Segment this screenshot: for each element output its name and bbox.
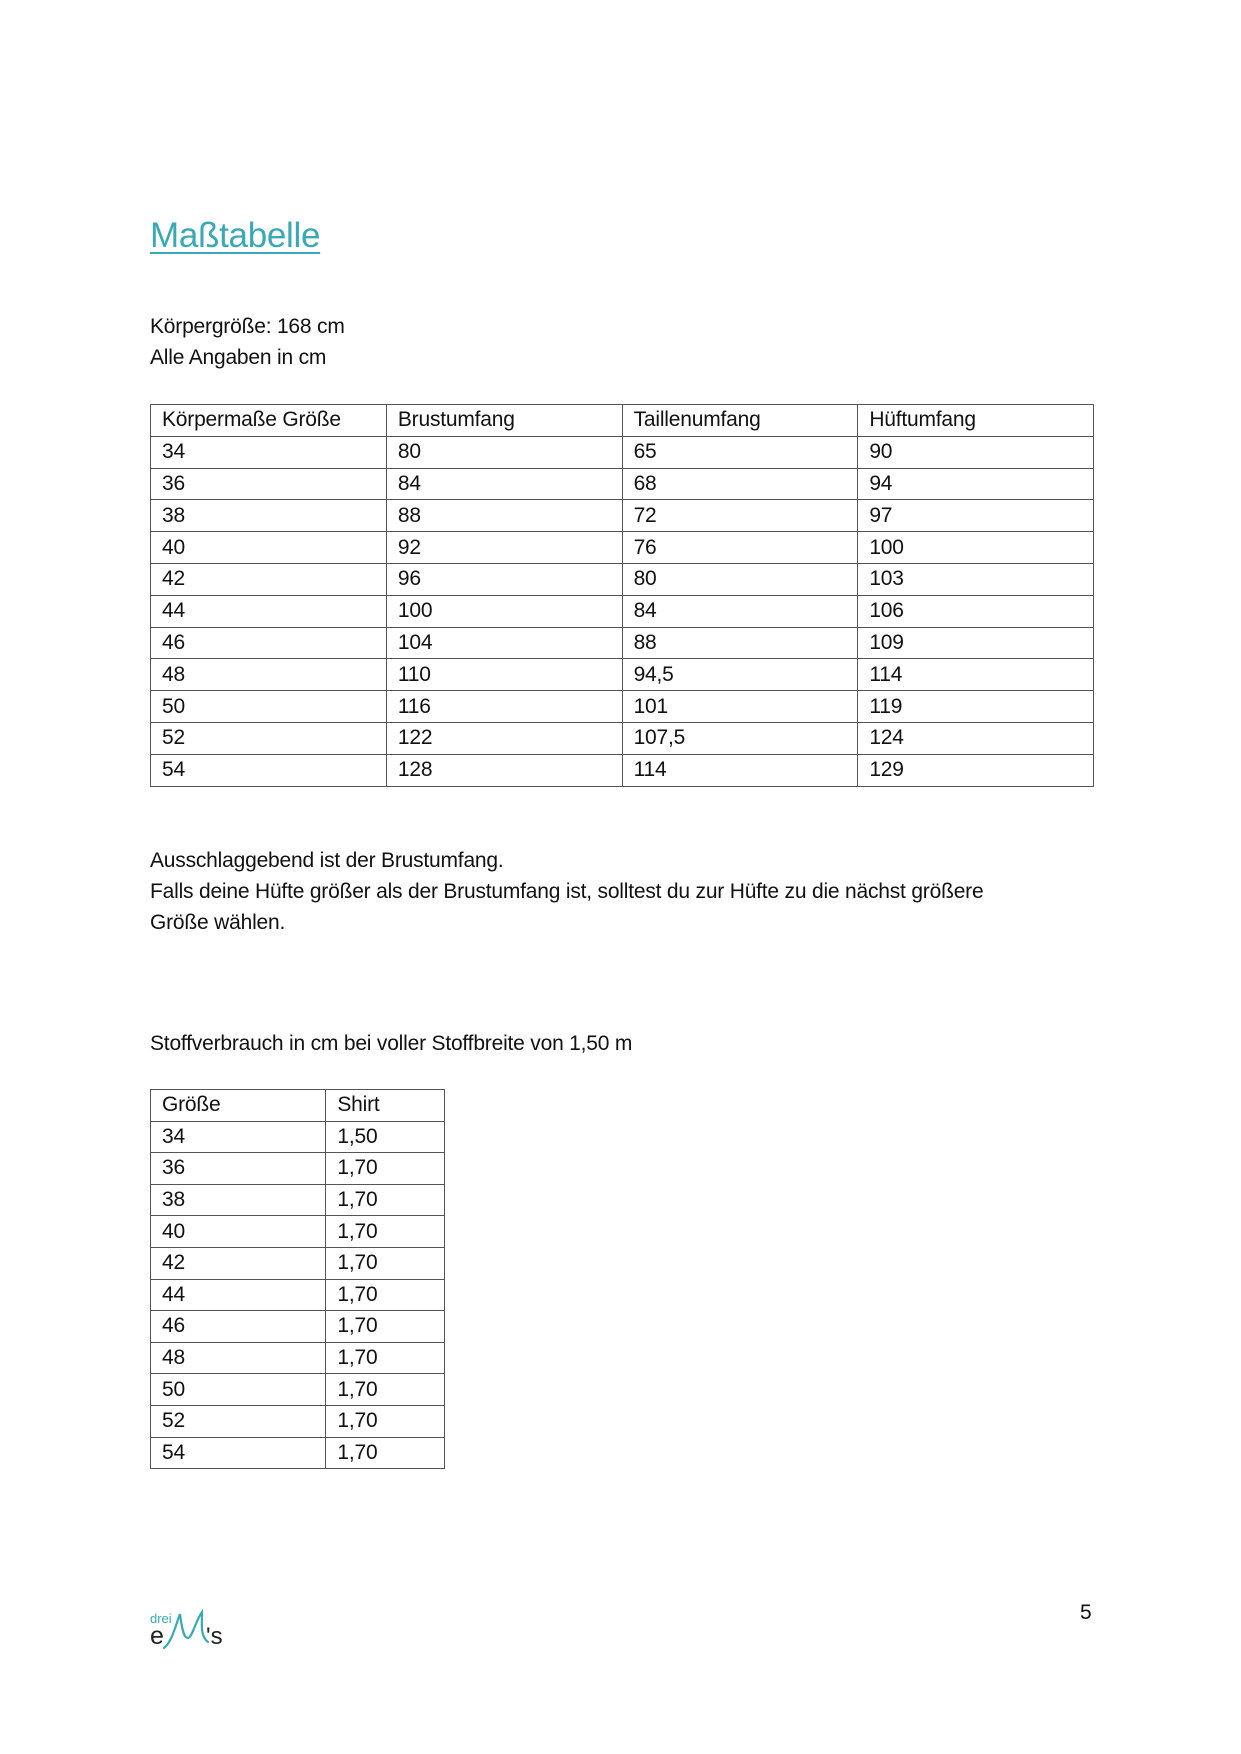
fabric-usage-heading: Stoffverbrauch in cm bei voller Stoffbreite von 1,50 m bbox=[150, 1032, 633, 1055]
table-cell: 1,70 bbox=[326, 1216, 445, 1248]
table-cell: 122 bbox=[386, 722, 622, 754]
table-cell: 54 bbox=[151, 754, 387, 786]
page-number: 5 bbox=[1080, 1601, 1092, 1624]
table-cell: 97 bbox=[858, 500, 1094, 532]
table-cell: 40 bbox=[151, 532, 387, 564]
brand-logo bbox=[150, 1604, 240, 1664]
table-cell: 36 bbox=[151, 1153, 326, 1185]
table-row bbox=[151, 691, 1094, 723]
table-row bbox=[151, 1342, 445, 1374]
table-row bbox=[151, 1184, 445, 1216]
table-cell: 110 bbox=[386, 659, 622, 691]
table-cell: 52 bbox=[151, 722, 387, 754]
body-height-text: Körpergröße: 168 cm bbox=[150, 315, 345, 338]
table-cell: 76 bbox=[622, 532, 858, 564]
table-header-row bbox=[151, 405, 1094, 437]
fabric-usage-table bbox=[150, 1089, 445, 1469]
table-cell: 114 bbox=[858, 659, 1094, 691]
table-cell: 54 bbox=[151, 1437, 326, 1469]
table-cell: 40 bbox=[151, 1216, 326, 1248]
table-cell: 48 bbox=[151, 1342, 326, 1374]
drei-ems-logo-icon bbox=[150, 1604, 240, 1664]
table-cell: 101 bbox=[622, 691, 858, 723]
table-row bbox=[151, 1405, 445, 1437]
table-cell: 68 bbox=[622, 468, 858, 500]
table-cell: 88 bbox=[622, 627, 858, 659]
table-cell: 1,70 bbox=[326, 1374, 445, 1406]
size-measurement-table bbox=[150, 404, 1094, 787]
table-cell: 116 bbox=[386, 691, 622, 723]
table-cell: 84 bbox=[622, 595, 858, 627]
table-cell: 1,70 bbox=[326, 1437, 445, 1469]
table-row bbox=[151, 1437, 445, 1469]
table-row bbox=[151, 1121, 445, 1153]
table-cell: 128 bbox=[386, 754, 622, 786]
table-cell: 114 bbox=[622, 754, 858, 786]
table-row bbox=[151, 627, 1094, 659]
table-cell: 94,5 bbox=[622, 659, 858, 691]
header-cell: Shirt bbox=[326, 1090, 445, 1122]
table-header-row bbox=[151, 1090, 445, 1122]
table-cell: 1,70 bbox=[326, 1247, 445, 1279]
table-cell: 90 bbox=[858, 436, 1094, 468]
table-cell: 38 bbox=[151, 1184, 326, 1216]
table-cell: 92 bbox=[386, 532, 622, 564]
table-row bbox=[151, 436, 1094, 468]
advice-line-2: Falls deine Hüfte größer als der Brustumfang ist, solltest du zur Hüfte zu die nächst größere bbox=[150, 880, 984, 903]
table-cell: 1,70 bbox=[326, 1184, 445, 1216]
page-title: Maßtabelle bbox=[150, 216, 321, 255]
table-cell: 124 bbox=[858, 722, 1094, 754]
table-cell: 42 bbox=[151, 563, 387, 595]
table-row bbox=[151, 1311, 445, 1343]
table-cell: 80 bbox=[622, 563, 858, 595]
table-cell: 1,70 bbox=[326, 1311, 445, 1343]
table-cell: 50 bbox=[151, 1374, 326, 1406]
table-cell: 1,70 bbox=[326, 1405, 445, 1437]
table-cell: 96 bbox=[386, 563, 622, 595]
table-row bbox=[151, 1247, 445, 1279]
header-cell: Größe bbox=[151, 1090, 326, 1122]
table-cell: 48 bbox=[151, 659, 387, 691]
table-row bbox=[151, 1374, 445, 1406]
table-row bbox=[151, 1216, 445, 1248]
table-row bbox=[151, 468, 1094, 500]
table-row bbox=[151, 1279, 445, 1311]
table-cell: 44 bbox=[151, 1279, 326, 1311]
table-cell: 52 bbox=[151, 1405, 326, 1437]
header-cell: Taillenumfang bbox=[622, 405, 858, 437]
table-cell: 88 bbox=[386, 500, 622, 532]
table-cell: 100 bbox=[858, 532, 1094, 564]
table-cell: 1,50 bbox=[326, 1121, 445, 1153]
table-cell: 46 bbox=[151, 1311, 326, 1343]
table-cell: 46 bbox=[151, 627, 387, 659]
table-row bbox=[151, 1153, 445, 1185]
table-cell: 129 bbox=[858, 754, 1094, 786]
table-cell: 80 bbox=[386, 436, 622, 468]
header-cell: Hüftumfang bbox=[858, 405, 1094, 437]
table-cell: 72 bbox=[622, 500, 858, 532]
table-cell: 107,5 bbox=[622, 722, 858, 754]
table-cell: 100 bbox=[386, 595, 622, 627]
table-cell: 109 bbox=[858, 627, 1094, 659]
advice-line-1: Ausschlaggebend ist der Brustumfang. bbox=[150, 849, 504, 872]
table-row bbox=[151, 595, 1094, 627]
table-cell: 50 bbox=[151, 691, 387, 723]
table-row bbox=[151, 532, 1094, 564]
table-cell: 65 bbox=[622, 436, 858, 468]
table-row bbox=[151, 754, 1094, 786]
table-cell: 103 bbox=[858, 563, 1094, 595]
table-cell: 38 bbox=[151, 500, 387, 532]
table-cell: 1,70 bbox=[326, 1153, 445, 1185]
table-cell: 1,70 bbox=[326, 1342, 445, 1374]
header-cell: Körpermaße Größe bbox=[151, 405, 387, 437]
table-cell: 104 bbox=[386, 627, 622, 659]
table-cell: 119 bbox=[858, 691, 1094, 723]
table-cell: 106 bbox=[858, 595, 1094, 627]
header-cell: Brustumfang bbox=[386, 405, 622, 437]
table-cell: 1,70 bbox=[326, 1279, 445, 1311]
logo-e-text: e bbox=[150, 1622, 164, 1650]
table-cell: 84 bbox=[386, 468, 622, 500]
table-cell: 34 bbox=[151, 436, 387, 468]
table-row bbox=[151, 659, 1094, 691]
logo-small-text: drei bbox=[150, 1611, 172, 1626]
logo-s-text: 's bbox=[206, 1623, 223, 1650]
table-cell: 94 bbox=[858, 468, 1094, 500]
table-cell: 34 bbox=[151, 1121, 326, 1153]
advice-line-3: Größe wählen. bbox=[150, 911, 286, 934]
table-cell: 36 bbox=[151, 468, 387, 500]
table-cell: 44 bbox=[151, 595, 387, 627]
table-cell: 42 bbox=[151, 1247, 326, 1279]
table-row bbox=[151, 563, 1094, 595]
units-note-text: Alle Angaben in cm bbox=[150, 346, 327, 369]
table-row bbox=[151, 722, 1094, 754]
table-row bbox=[151, 500, 1094, 532]
